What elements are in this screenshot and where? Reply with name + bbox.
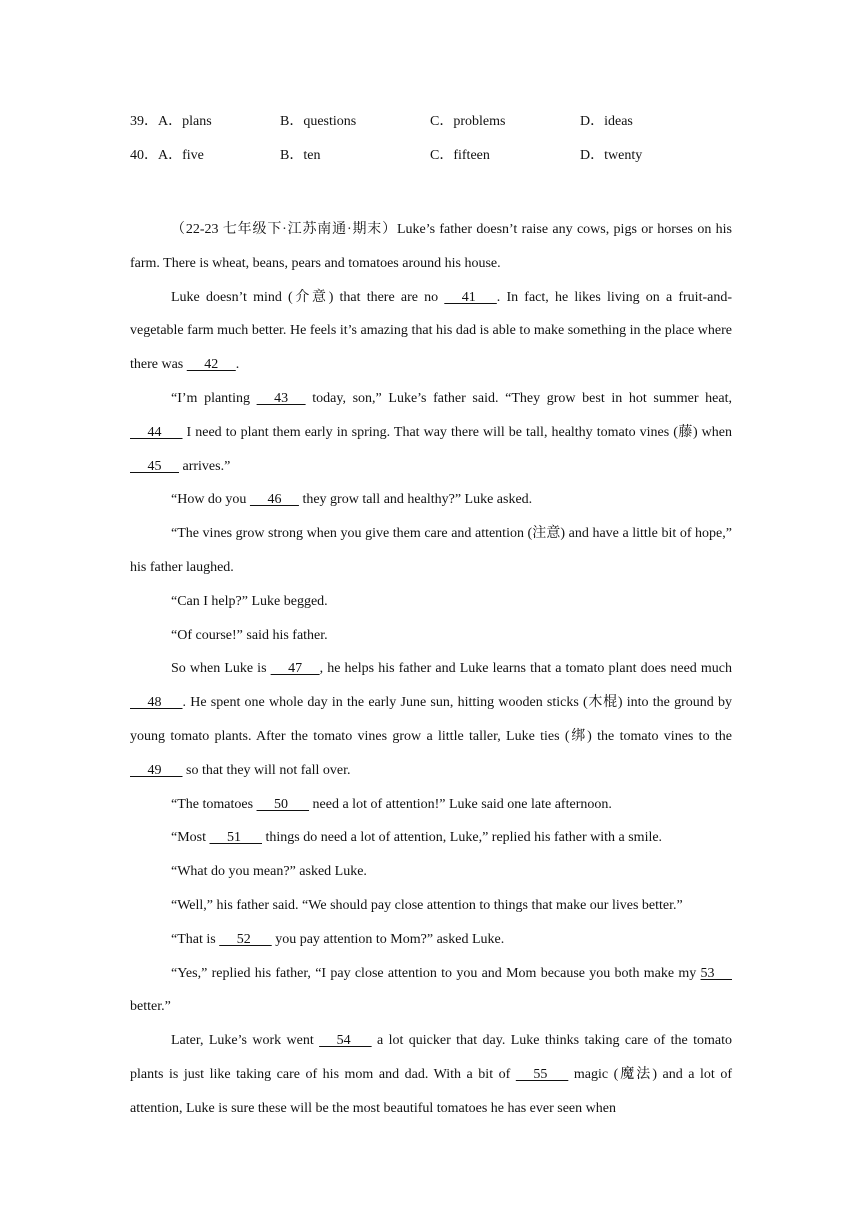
blank-51: 51: [209, 830, 262, 846]
blank-48: 48: [130, 695, 183, 711]
question-39-option-b: B．questions: [280, 114, 357, 129]
paragraph-7: “Of course!” said his father.: [171, 627, 328, 643]
paragraph-text: Luke’s father doesn’t raise any cows, pigs or horses on his farm. There is wheat, beans, pears and tomatoes around his house.: [130, 222, 732, 271]
paragraph-text: today, son,” Luke’s father said. “They grow best in hot summer heat,: [305, 390, 732, 406]
paragraph-4: [130, 483, 732, 517]
blank-43: 43: [256, 390, 306, 406]
question-39-option-a: [130, 113, 280, 147]
paragraph-text: need a lot of attention!” Luke said one late afternoon.: [309, 796, 612, 812]
blank-41: 41: [444, 289, 497, 305]
paragraph-text: So when Luke is: [171, 661, 271, 677]
paragraph-12: “Well,” his father said. “We should pay close attention to things that make our lives better.”: [171, 897, 683, 913]
paragraph-10: [130, 821, 732, 855]
paragraph-text: magic (魔法) and a lot of attention, Luke is sure these will be the most beautiful tomatoes he has ever seen when: [130, 1066, 732, 1116]
blank-49: 49: [130, 762, 183, 778]
paragraph-text: .: [235, 357, 240, 373]
blank-54: 54: [319, 1033, 372, 1049]
paragraph-text: “Yes,” replied his father, “I pay close attention to you and Mom because you both make my: [171, 965, 701, 981]
paragraph-text: “That is: [171, 931, 220, 947]
question-40-options: [130, 147, 740, 181]
paragraph-9: [130, 788, 732, 822]
blank-42: 42: [186, 357, 236, 373]
question-40-option-c: C．fifteen: [430, 148, 490, 163]
question-number: 39．: [130, 114, 158, 129]
paragraph-2: [130, 281, 732, 382]
blank-45: 45: [130, 458, 179, 474]
paragraph-text: “How do you: [171, 492, 250, 508]
option-a-text: A．plans: [158, 114, 212, 129]
paragraph-intro: [130, 213, 732, 281]
paragraph-text: Luke doesn’t mind (介意) that there are no: [171, 289, 445, 305]
paragraph-text: “Most: [171, 830, 210, 846]
blank-52: 52: [219, 931, 272, 947]
paragraph-text: arrives.”: [179, 458, 231, 474]
option-a-text: A．five: [158, 148, 204, 163]
blank-46: 46: [249, 492, 299, 508]
paragraph-text: so that they will not fall over.: [182, 762, 351, 778]
cloze-passage: [130, 213, 732, 1126]
source-tag: （22-23 七年级下·江苏南通·期末）: [171, 222, 397, 237]
paragraph-text: , he helps his father and Luke learns that a tomato plant does need much: [319, 661, 732, 677]
paragraph-3: [130, 382, 732, 483]
paragraph-text: things do need a lot of attention, Luke,” replied his father with a smile.: [262, 830, 663, 846]
question-39-option-c: C．problems: [430, 114, 506, 129]
paragraph-text: they grow tall and healthy?” Luke asked.: [298, 492, 533, 508]
paragraph-14: [130, 957, 732, 1025]
paragraph-text: better.”: [130, 999, 171, 1015]
question-40-option-d: D．twenty: [580, 148, 643, 163]
paragraph-5: “The vines grow strong when you give them care and attention (注意) and have a little bit of hope,” his father laughed.: [130, 526, 732, 575]
question-39-option-d: D．ideas: [580, 114, 633, 129]
question-40-option-a: [130, 147, 280, 181]
blank-50: 50: [256, 796, 310, 812]
paragraph-text: “The tomatoes: [171, 796, 257, 812]
answer-options: [130, 113, 740, 181]
paragraph-13: [130, 923, 732, 957]
paragraph-text: . He spent one whole day in the early June sun, hitting wooden sticks (木棍) into the ground by young tomato plants. After the tomato vines grow a little taller, Luke ties (绑) the tomato vines to the: [130, 695, 732, 744]
paragraph-text: you pay attention to Mom?” asked Luke.: [271, 931, 505, 947]
question-40-option-b: B．ten: [280, 148, 321, 163]
paragraph-11: “What do you mean?” asked Luke.: [171, 864, 367, 880]
blank-55: 55: [515, 1066, 569, 1082]
paragraph-6: “Can I help?” Luke begged.: [171, 593, 328, 609]
paragraph-8: [130, 652, 732, 787]
blank-47: 47: [270, 661, 320, 677]
question-39-options: [130, 113, 740, 147]
question-number: 40．: [130, 148, 158, 163]
paragraph-text: “I’m planting: [171, 390, 257, 406]
paragraph-text: a lot quicker that day. Luke thinks taking care of the tomato plants is just like taking care of his mom and dad. With a bit of: [130, 1033, 732, 1082]
paragraph-text: I need to plant them early in spring. That way there will be tall, healthy tomato vines (藤) when: [182, 424, 732, 440]
blank-53: 53: [700, 965, 732, 981]
paragraph-text: Later, Luke’s work went: [171, 1033, 320, 1049]
blank-44: 44: [130, 424, 183, 440]
paragraph-text: . In fact, he likes living on a fruit-and-vegetable farm much better. He feels it’s amazing that his dad is able to make something in the place where there was: [130, 289, 732, 373]
paragraph-15: [130, 1024, 732, 1125]
